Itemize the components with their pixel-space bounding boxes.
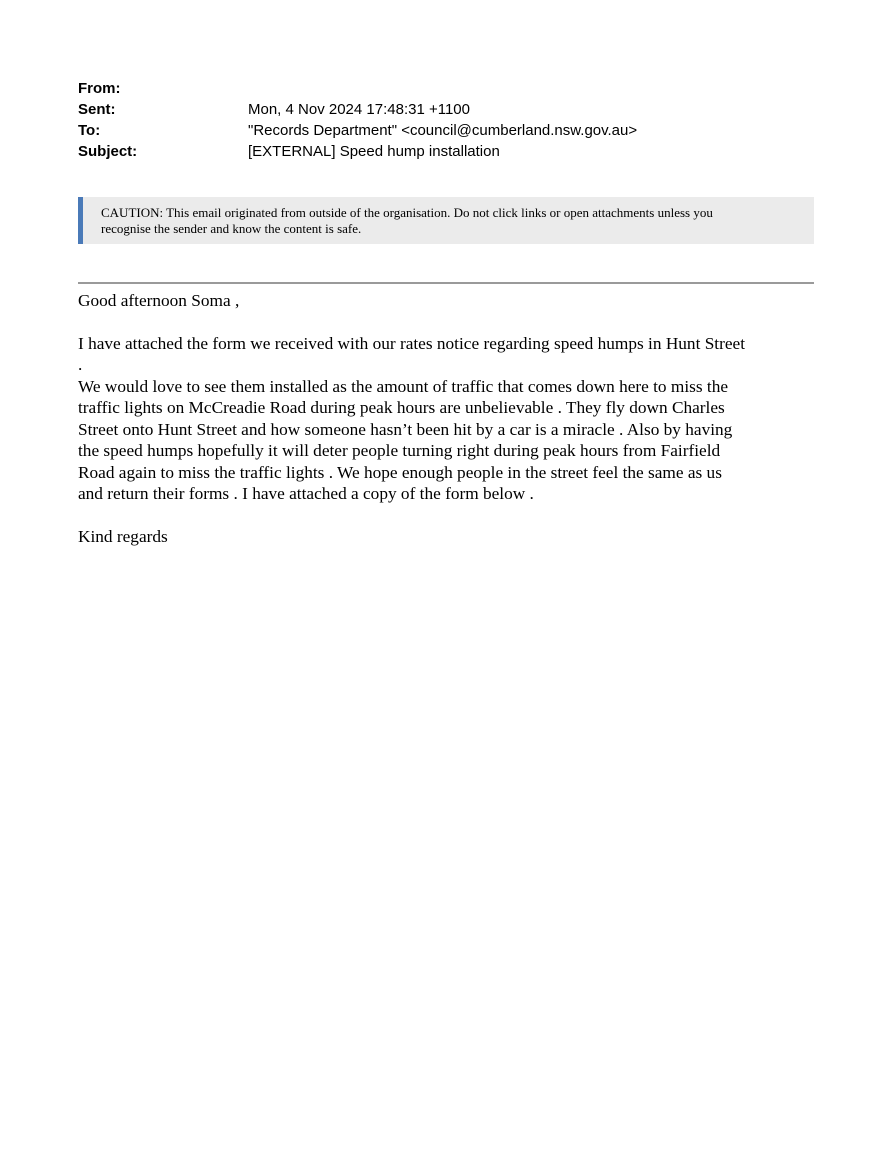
- from-value: [248, 78, 814, 99]
- caution-line-1: CAUTION: This email originated from outside of the organisation. Do not click links or open attachments unless you: [101, 205, 713, 220]
- external-caution-banner: [78, 197, 814, 244]
- subject-row: [78, 141, 814, 162]
- sent-row: [78, 99, 814, 120]
- to-value: "Records Department" <council@cumberland.nsw.gov.au>: [248, 122, 638, 139]
- body-line: traffic lights on McCreadie Road during peak hours are unbelievable . They fly down Charles: [78, 398, 725, 417]
- subject-value: [EXTERNAL] Speed hump installation: [248, 143, 500, 160]
- email-printout: [78, 78, 814, 547]
- header-divider: [78, 282, 814, 284]
- from-label: From:: [78, 80, 121, 97]
- body-line: and return their forms . I have attached a copy of the form below .: [78, 484, 534, 503]
- to-label: To:: [78, 122, 101, 139]
- greeting: Good afternoon Soma ,: [78, 291, 240, 310]
- email-body: [78, 290, 814, 547]
- body-paragraph: [78, 333, 814, 505]
- signoff: Kind regards: [78, 526, 168, 546]
- body-line: .: [78, 355, 83, 374]
- from-row: [78, 78, 814, 99]
- caution-line-2: recognise the sender and know the content is safe.: [101, 221, 362, 236]
- body-line: I have attached the form we received with our rates notice regarding speed humps in Hunt Street: [78, 333, 746, 353]
- body-line: Street onto Hunt Street and how someone hasn’t been hit by a car is a miracle . Also by having: [78, 419, 733, 439]
- body-line: Road again to miss the traffic lights . We hope enough people in the street feel the same as us: [78, 462, 722, 482]
- to-row: [78, 120, 814, 141]
- sent-value: Mon, 4 Nov 2024 17:48:31 +1100: [248, 101, 470, 118]
- body-line: We would love to see them installed as the amount of traffic that comes down here to miss the: [78, 376, 729, 396]
- email-header: [78, 78, 814, 162]
- subject-label: Subject:: [78, 143, 138, 160]
- body-line: the speed humps hopefully it will deter people turning right during peak hours from Fairfield: [78, 441, 721, 460]
- sent-label: Sent:: [78, 101, 116, 118]
